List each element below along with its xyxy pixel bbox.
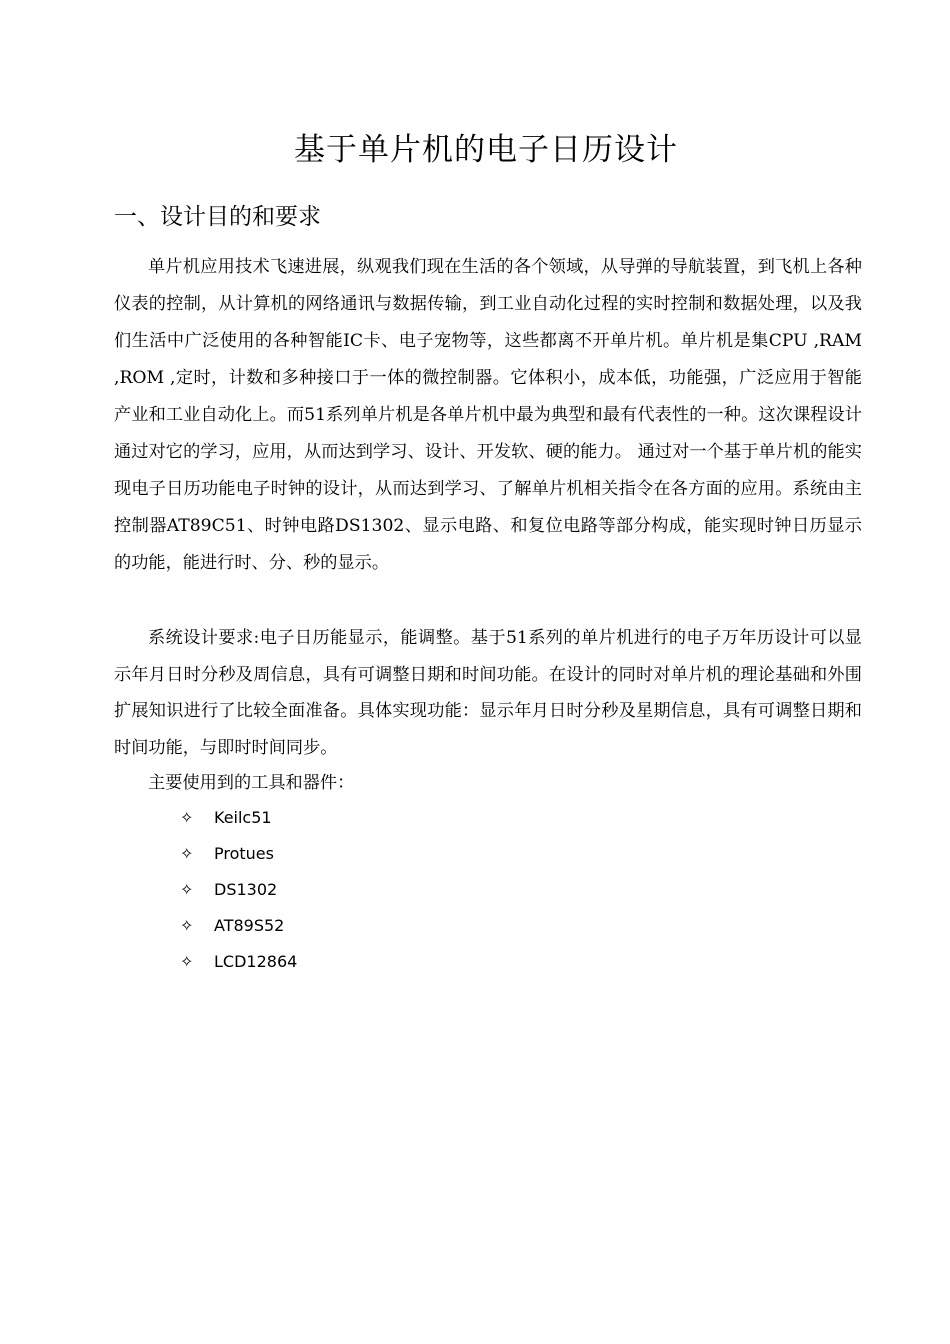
list-item	[180, 800, 297, 836]
list-item	[180, 872, 297, 908]
tool-name: Protues	[214, 844, 274, 863]
paragraph-introduction: 单片机应用技术飞速进展，纵观我们现在生活的各个领域，从导弹的导航装置，到飞机上各种仪表的控制，从计算机的网络通讯与数据传输，到工业自动化过程的实时控制和数据处理，以及我们生活中广泛使用的各种智能IC卡、电子宠物等，这些都离不开单片机。单片机是集CPU ,RAM ,ROM ,定时，计数和多种接口于一体的微控制器。它体积小，成本低，功能强，广泛应用于智能产业和工业自动化上。而51系列单片机是各单片机中最为典型和最有代表性的一种。这次课程设计通过对它的学习，应用，从而达到学习、设计、开发软、硬的能力。 通过对一个基于单片机的能实现电子日历功能电子时钟的设计，从而达到学习、了解单片机相关指令在各方面的应用。系统由主控制器AT89C51、时钟电路DS1302、显示电路、和复位电路等部分构成，能实现时钟日历显示的功能，能进行时、分、秒的显示。	[114, 257, 862, 573]
tool-name: DS1302	[214, 880, 278, 899]
list-item	[180, 908, 297, 944]
paragraph-design-requirements: 系统设计要求:电子日历能显示，能调整。基于51系列的单片机进行的电子万年历设计可以显示年月日时分秒及周信息，具有可调整日期和时间功能。在设计的同时对单片机的理论基础和外围扩展知识进行了比较全面准备。具体实现功能：显示年月日时分秒及星期信息，具有可调整日期和时间功能，与即时时间同步。	[114, 628, 862, 758]
star-bullet-icon: ✧	[180, 952, 194, 971]
section-heading-design-goals: 一、设计目的和要求	[114, 204, 321, 230]
document-title: 基于单片机的电子日历设计	[294, 132, 678, 168]
star-bullet-icon: ✧	[180, 808, 194, 827]
star-bullet-icon: ✧	[180, 844, 194, 863]
star-bullet-icon: ✧	[180, 880, 194, 899]
list-item	[180, 836, 297, 872]
tool-name: AT89S52	[214, 916, 285, 935]
tool-name: LCD12864	[214, 952, 298, 971]
tools-intro-text: 主要使用到的工具和器件：	[148, 773, 355, 793]
tools-list	[180, 800, 297, 980]
list-item	[180, 944, 297, 980]
star-bullet-icon: ✧	[180, 916, 194, 935]
tool-name: Keilc51	[214, 808, 272, 827]
